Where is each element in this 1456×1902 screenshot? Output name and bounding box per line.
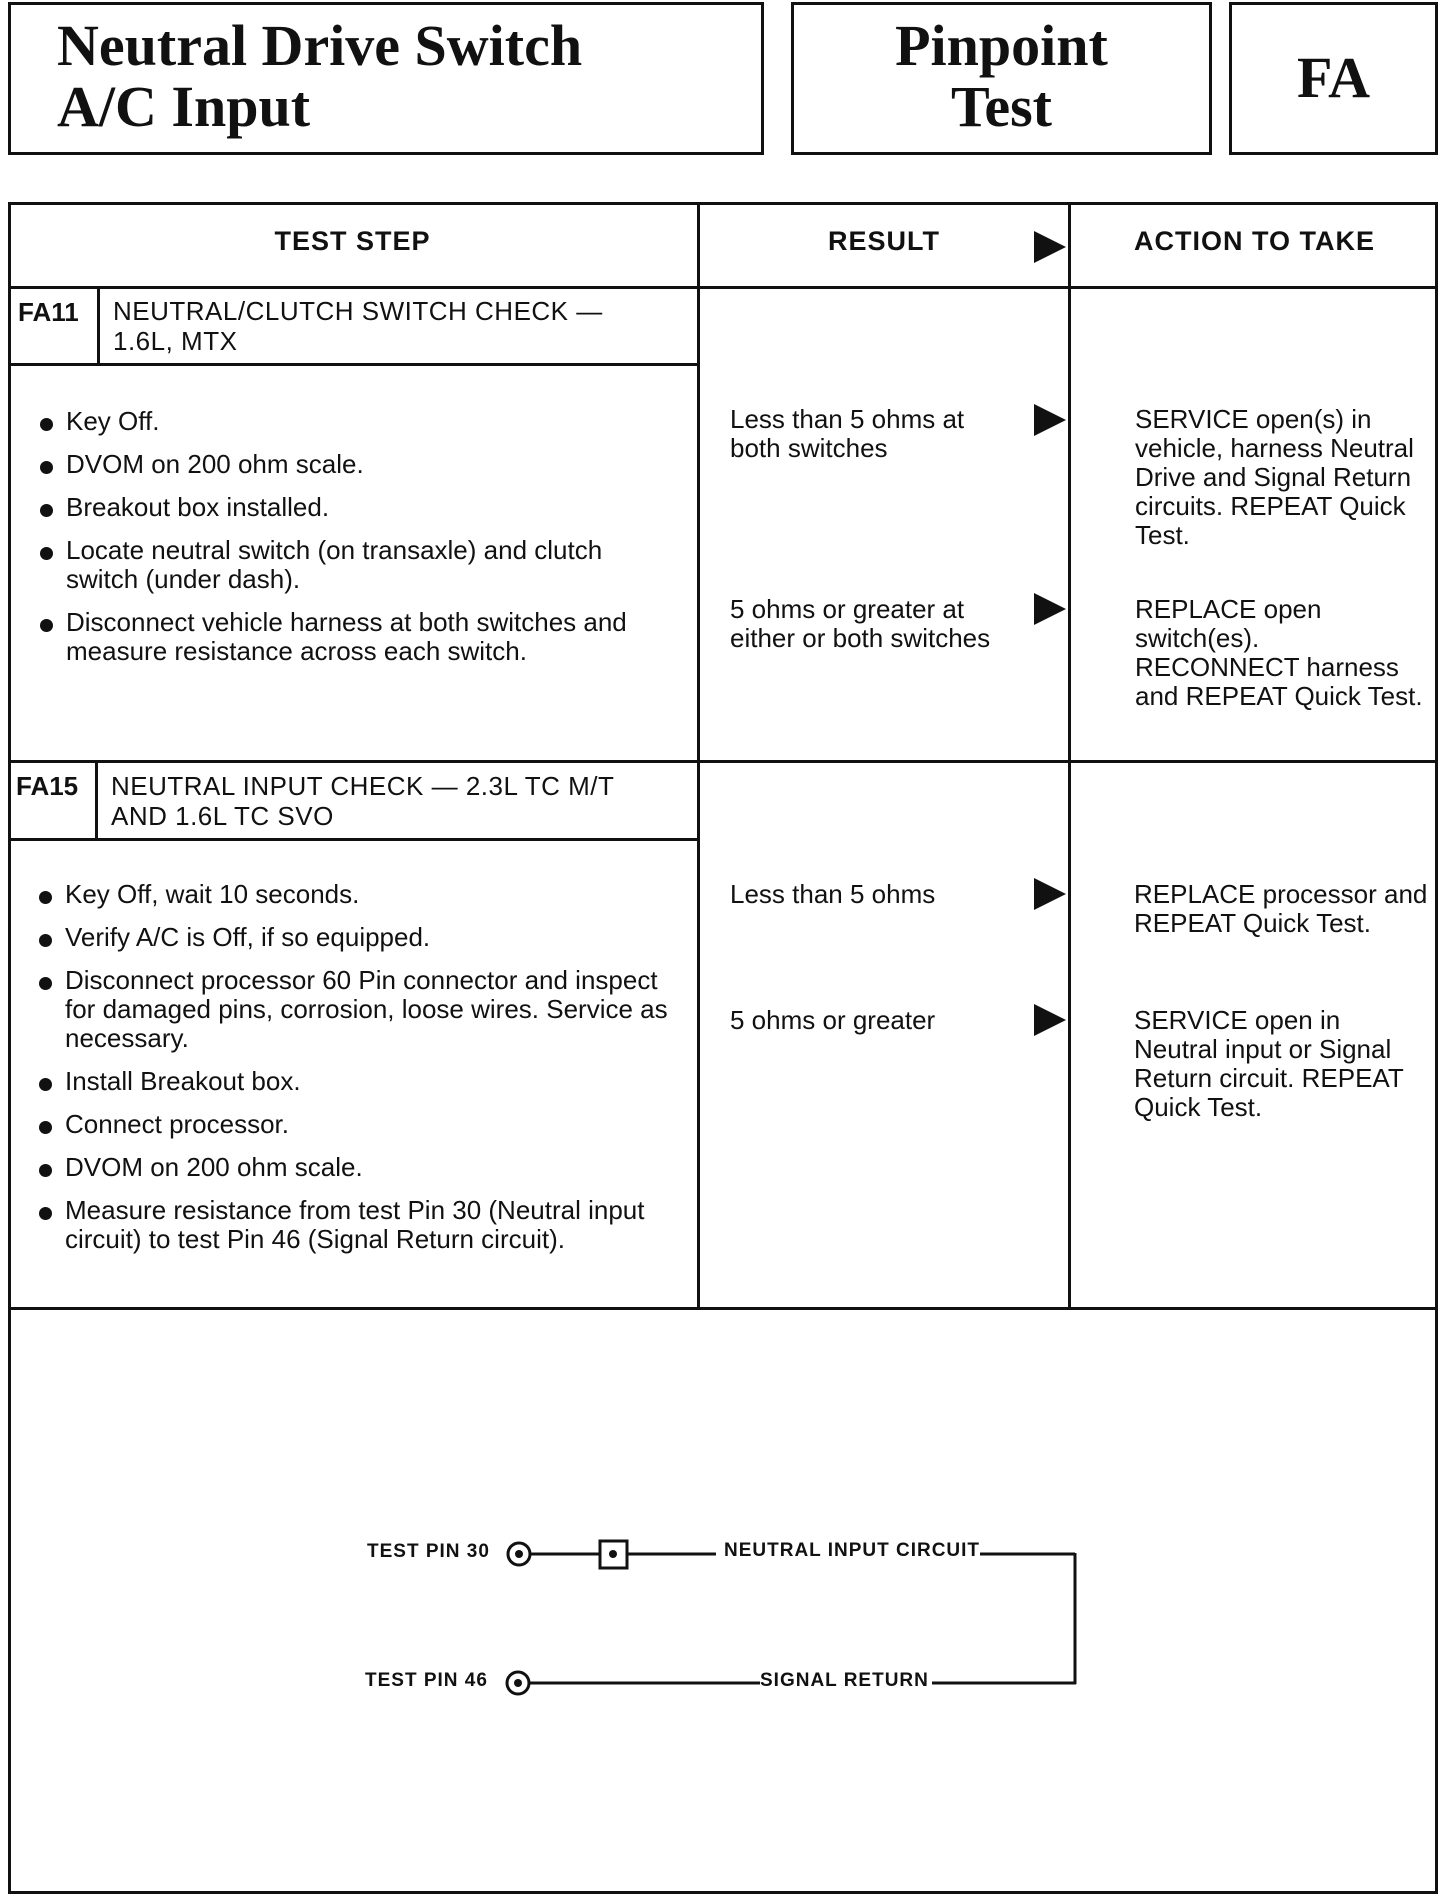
action-text: SERVICE open in Neutral input or Signal Return circuit. REPEAT Quick Test. [1134,1005,1404,1122]
pin46-label: TEST PIN 46 [365,1670,488,1691]
instruction-item: Measure resistance from test Pin 30 (Neutral input circuit) to test Pin 46 (Signal Return circuit). [37,1196,677,1254]
instruction-item: Install Breakout box. [37,1067,677,1096]
action-text: REPLACE processor and REPEAT Quick Test. [1134,879,1428,938]
instruction-item: Key Off. [38,407,678,436]
signal-return-label: SIGNAL RETURN [760,1670,929,1691]
result-text: 5 ohms or greater [730,1005,936,1035]
step-title-line-1: NEUTRAL INPUT CHECK — 2.3L TC M/T [111,771,615,801]
result-text: 5 ohms or greater at either or both switches [730,594,991,653]
test-type-line-2: Test [951,74,1052,139]
instruction-item: DVOM on 200 ohm scale. [37,1153,677,1182]
step-id: FA11 [18,297,79,327]
column-header-result: RESULT [828,226,940,256]
result-text: Less than 5 ohms at both switches [730,404,965,463]
instruction-item: Locate neutral switch (on transaxle) and clutch switch (under dash). [38,536,678,594]
instruction-item: Disconnect processor 60 Pin connector and inspect for damaged pins, corrosion, loose wires. Service as necessary. [37,966,677,1053]
step-title-line-1: NEUTRAL/CLUTCH SWITCH CHECK — [113,296,603,326]
test-pin-46-dot [514,1679,522,1687]
step-title-line-2: 1.6L, MTX [113,326,238,356]
step-id: FA15 [16,771,79,801]
neutral-input-label: NEUTRAL INPUT CIRCUIT [724,1540,981,1561]
title-line-2: A/C Input [57,74,311,139]
result-text: Less than 5 ohms [730,879,936,909]
test-type-line-1: Pinpoint [895,13,1108,78]
pin30-label: TEST PIN 30 [367,1541,490,1562]
instruction-item: Connect processor. [37,1110,677,1139]
action-text: SERVICE open(s) in vehicle, harness Neutral Drive and Signal Return circuits. REPEAT Quick Test. [1135,404,1414,550]
column-header-test-step: TEST STEP [274,226,431,256]
column-header-action: ACTION TO TAKE [1134,226,1375,256]
instruction-item: Verify A/C is Off, if so equipped. [37,923,677,952]
step-title-line-2: AND 1.6L TC SVO [111,801,334,831]
instruction-item: Key Off, wait 10 seconds. [37,880,677,909]
title-line-1: Neutral Drive Switch [57,13,583,78]
instruction-item: Disconnect vehicle harness at both switches and measure resistance across each switch. [38,608,678,666]
test-code: FA [1296,45,1370,110]
connector-dot [609,1550,617,1558]
action-text: REPLACE open switch(es). RECONNECT harness and REPEAT Quick Test. [1135,594,1423,711]
instruction-item: Breakout box installed. [38,493,678,522]
test-pin-30-dot [515,1550,523,1558]
instruction-item: DVOM on 200 ohm scale. [38,450,678,479]
